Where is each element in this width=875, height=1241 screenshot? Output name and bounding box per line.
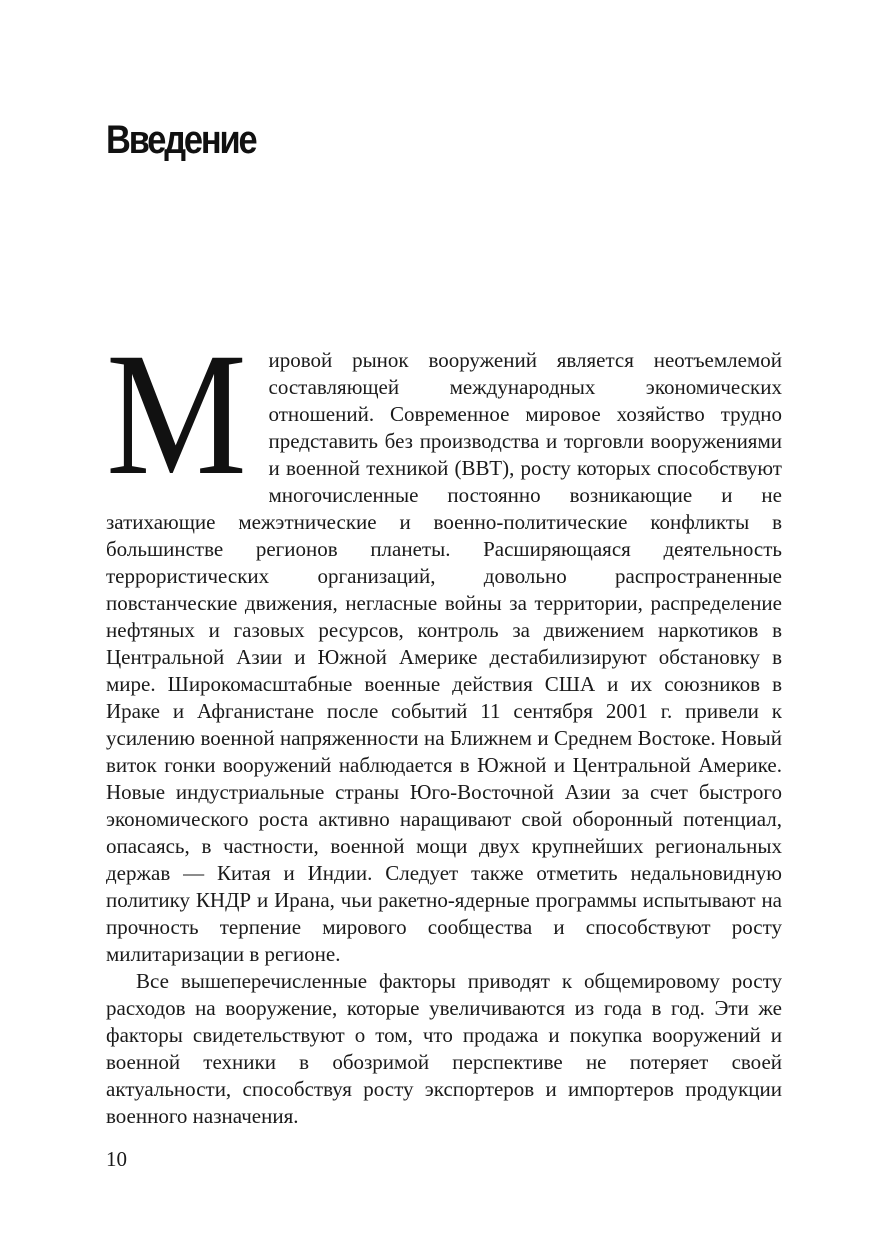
drop-cap: М: [106, 317, 247, 512]
page-number: 10: [106, 1147, 127, 1171]
paragraph-1-text: ировой рынок вооружений является неотъемлемой составляющей международных экономических отношений. Современное мировое хозяйство трудно представить без производства и торговли вооружениями и военной техникой (ВВТ), росту которых способствуют многочисленные постоянно возникающие и не затихающие межэтнические и военно-политические конфликты в большинстве регионов планеты. Расширяющаяся деятельность террористических организаций, довольно распространенные повстанческие движения, негласные войны за территории, распределение нефтяных и газовых ресурсов, контроль за движением наркотиков в Центральной Азии и Южной Америке дестабилизируют обстановку в мире. Широкомасштабные военные действия США и их союзников в Ираке и Афганистане после событий 11 сентября 2001 г. привели к усилению военной напряженности на Ближнем и Среднем Востоке. Новый виток гонки вооружений наблюдается в Южной и Центральной Америке. Новые индустриальные страны Юго-Восточной Азии за счет быстрого экономического роста активно наращивают свой оборонный потенциал, опасаясь, в частности, военной мощи двух крупнейших региональных держав — Китая и Индии. Следует также отметить недальновидную политику КНДР и Ирана, чьи ракетно-ядерные программы испытывают на прочность терпение мирового сообщества и способствуют росту милитаризации в регионе.: [106, 348, 782, 966]
paragraph-1: [106, 317, 782, 968]
body-text: [106, 317, 782, 1130]
paragraph-2: Все вышеперечисленные факторы приводят к общемировому росту расходов на вооружение, которые увеличиваются из года в год. Эти же факторы свидетельствуют о том, что продажа и покупка вооружений и военной техники в обозримой перспективе не потеряет своей актуальности, способствуя росту экспортеров и импортеров продукции военного назначения.: [106, 969, 782, 1128]
chapter-heading: Введение: [106, 118, 256, 162]
